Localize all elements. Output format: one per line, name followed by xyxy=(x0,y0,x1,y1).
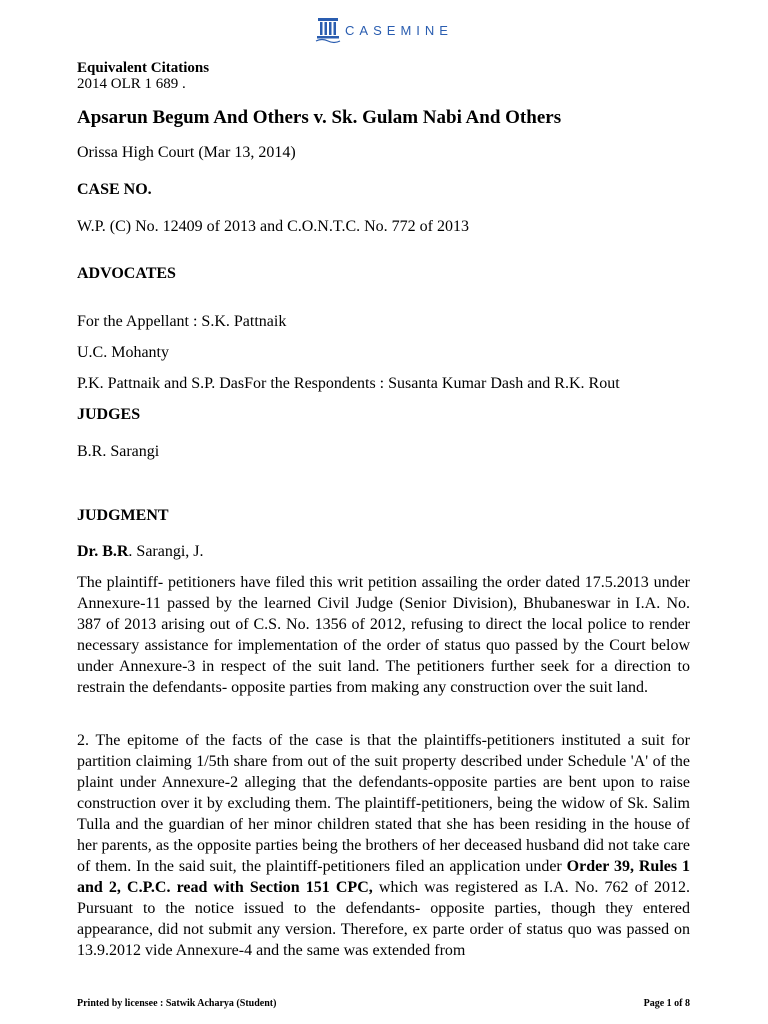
logo-text: CASEMINE xyxy=(345,22,453,38)
case-no-heading: CASE NO. xyxy=(77,181,152,198)
footer-page-number: Page 1 of 8 xyxy=(643,998,690,1009)
paragraph-2-part-a: 2. The epitome of the facts of the case is that the plaintiffs-petitioners instituted a suit for partition claiming 1/5th share from out of the suit property described under Schedule 'A' of the plaint under Annexure-2 alleging that the defendants-opposite parties are bent upon to raise construction over it by excluding them. The plaintiff-petitioners, being the widow of Sk. Salim Tulla and the guardian of her minor children stated that she has been residing in the house of her parents, as the opposite parties being the brothers of her deceased husband did not take care of them. In the said suit, the plaintiff-petitioners filed an application under xyxy=(77,732,690,875)
paragraph-1: The plaintiff- petitioners have filed this writ petition assailing the order dated 17.5.2013 under Annexure-11 passed by the learned Civil Judge (Senior Division), Bhubaneswar in I.A. No. 387 of 2013 arising out of C.S. No. 1356 of 2012, refusing to direct the local police to render necessary assistance for implementation of the order of status quo passed by the Court below under Annexure-3 in respect of the suit land. The petitioners further seek for a direction to restrain the defendants- opposite parties from making any construction over the suit land. xyxy=(77,574,690,696)
courthouse-pillars-icon xyxy=(315,16,341,44)
advocates-heading: ADVOCATES xyxy=(77,265,176,282)
casemine-logo[interactable] xyxy=(0,16,768,44)
citation-value: 2014 OLR 1 689 . xyxy=(77,76,186,92)
advocate-respondents: P.K. Pattnaik and S.P. DasFor the Respondents : Susanta Kumar Dash and R.K. Rout xyxy=(77,375,620,392)
judges-heading: JUDGES xyxy=(77,406,141,423)
case-title: Apsarun Begum And Others v. Sk. Gulam Nabi And Others xyxy=(77,107,562,128)
citations-label: Equivalent Citations xyxy=(77,60,210,76)
advocate-appellant: For the Appellant : S.K. Pattnaik xyxy=(77,313,287,330)
author-name-rest: . Sarangi, J. xyxy=(128,543,204,560)
judge-name: B.R. Sarangi xyxy=(77,443,160,460)
author-name-bold: Dr. B.R xyxy=(77,543,129,560)
judgment-heading: JUDGMENT xyxy=(77,507,169,524)
footer-printed-by: Printed by licensee : Satwik Acharya (Student) xyxy=(77,998,277,1009)
judgment-author xyxy=(77,543,204,561)
paragraph-2-part-b: which was registered as I.A. No. 762 of 2012. Pursuant to the notice issued to the defendants- opposite parties, though they entered appearance, did not submit any version. Therefore, ex parte order of status quo was passed on 13.9.2012 vide Annexure-4 and the same was extended from xyxy=(77,879,691,959)
advocate-second: U.C. Mohanty xyxy=(77,344,169,361)
case-number: W.P. (C) No. 12409 of 2013 and C.O.N.T.C. No. 772 of 2013 xyxy=(77,218,469,235)
paragraph-2-bold-citation: Order 39, Rules 1 and 2, C.P.C. read with Section 151 CPC, xyxy=(77,858,691,896)
court-and-date: Orissa High Court (Mar 13, 2014) xyxy=(77,144,296,161)
paragraph-2 xyxy=(77,730,690,961)
